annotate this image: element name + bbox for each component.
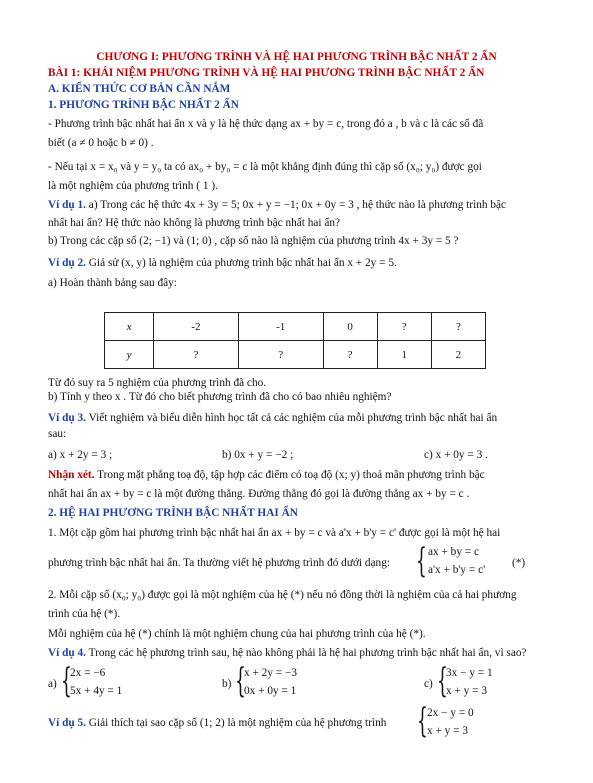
- example-1-label: Ví dụ 1.: [48, 199, 86, 211]
- example-1-line-3: b) Trong các cặp số (2; −1) và (1; 0) , cặp số nào là nghiệm của phương trình 4x + 3y = 5 ?: [48, 235, 459, 247]
- example-3-label: Ví dụ 3.: [48, 412, 86, 424]
- remark-line-2: nhất hai ẩn ax + by = c là một đường thẳng. Đường thẳng đó gọi là đường thẳng ax + by = c .: [48, 488, 470, 500]
- definition-line-2: biết (a ≠ 0 hoặc b ≠ 0) .: [48, 137, 154, 149]
- example-2-text: Giả sử (x, y) là nghiệm của phương trình bậc nhất hai ẩn x + 2y = 5.: [85, 257, 397, 269]
- example-5-line: [48, 716, 386, 730]
- example-4-c-eq-1: 3x − y = 1: [446, 667, 493, 679]
- table-cell: x: [105, 313, 154, 341]
- example-5-text: Giải thích tại sao cặp số (1; 2) là một nghiệm của hệ phương trình: [85, 717, 387, 729]
- remark-label: Nhận xét.: [48, 469, 95, 481]
- brace-symbol: {: [416, 541, 427, 581]
- part2-p1-line-1: 1. Một cặp gồm hai phương trình bậc nhất hai ẩn ax + by = c và a'x + b'y = c' được gọi là một hệ hai: [48, 527, 501, 539]
- example-2-line-1: [48, 256, 397, 270]
- example-5-eq-2: x + y = 3: [427, 725, 468, 737]
- example-4-text: Trong các hệ phương trình sau, hệ nào không phải là hệ hai phương trình bậc nhất hai ẩn, vì sao?: [85, 647, 527, 659]
- brace-symbol: {: [417, 701, 428, 741]
- remark-line-1: [48, 468, 485, 482]
- table-row: [105, 341, 486, 369]
- solution-line-2: là một nghiệm của phương trình ( 1 ).: [48, 180, 218, 192]
- table-cell: -1: [238, 313, 323, 341]
- example-1-line-2: nhất hai ẩn? Hệ thức nào không là phương trình bậc nhất hai ẩn?: [48, 217, 341, 229]
- table-cell: 0: [323, 313, 377, 341]
- remark-text: Trong mặt phẳng toạ độ, tập hợp các điểm có toạ độ (x; y) thoả mãn phương trình bậc: [94, 469, 485, 481]
- section-a-heading: A. KIẾN THỨC CƠ BẢN CẦN NẮM: [48, 83, 231, 95]
- example-3-text: Viết nghiệm và biểu diễn hình học tất cả các nghiệm của mỗi phương trình bậc nhất hai ẩn: [85, 412, 498, 424]
- example-3-c: c) x + 0y = 3 .: [424, 449, 488, 461]
- part2-p3-line: Mỗi nghiệm của hệ (*) chính là một nghiệm chung của hai phương trình của hệ (*).: [48, 628, 426, 640]
- example-4-b-eq-2: 0x + 0y = 1: [244, 685, 297, 697]
- brace-symbol: {: [235, 661, 246, 701]
- after-table-line-2: b) Tính y theo x . Từ đó cho biết phương trình đã cho có bao nhiêu nghiệm?: [48, 391, 392, 403]
- after-table-line-1: Từ đó suy ra 5 nghiệm của phương trình đã cho.: [48, 377, 267, 389]
- table-cell: ?: [431, 313, 485, 341]
- example-4-b-eq-1: x + 2y = −3: [244, 667, 298, 679]
- example-5-eq-1: 2x − y = 0: [427, 707, 474, 719]
- table-cell: ?: [323, 341, 377, 369]
- part2-p1-line-2: phương trình bậc nhất hai ẩn. Ta thường viết hệ phương trình đó dưới dạng:: [48, 557, 390, 569]
- example-4-a-label: a): [48, 678, 57, 690]
- example-3-a: a) x + 2y = 3 ;: [48, 449, 113, 461]
- table-cell: y: [105, 341, 154, 369]
- brace-symbol: {: [437, 661, 448, 701]
- example-4-c-label: c): [424, 678, 433, 690]
- system-star-eq-2: a'x + b'y = c': [428, 564, 486, 576]
- part2-p2-line-1: 2. Mỗi cặp số (x₀; y₀) được gọi là một nghiệm của hệ (*) nếu nó đồng thời là nghiệm của cả hai phương: [48, 589, 517, 601]
- table-row: [105, 313, 486, 341]
- example-1-line-1: [48, 198, 506, 212]
- section-1-heading: 1. PHƯƠNG TRÌNH BẬC NHẤT 2 ẨN: [48, 99, 239, 111]
- value-table: [104, 312, 486, 369]
- example-3-b: b) 0x + y = −2 ;: [222, 449, 294, 461]
- example-4-label: Ví dụ 4.: [48, 647, 86, 659]
- example-3-line-2: sau:: [48, 428, 67, 440]
- example-4-line: [48, 646, 527, 660]
- example-4-b-label: b): [222, 678, 232, 690]
- table-cell: 2: [431, 341, 485, 369]
- example-2-label: Ví dụ 2.: [48, 257, 86, 269]
- table-cell: -2: [154, 313, 239, 341]
- example-5-label: Ví dụ 5.: [48, 717, 86, 729]
- table-cell: 1: [377, 341, 431, 369]
- table-cell: ?: [238, 341, 323, 369]
- definition-line-1: - Phương trình bậc nhất hai ẩn x và y là hệ thức dạng ax + by = c, trong đó a , b và c là các số đã: [48, 118, 484, 130]
- section-2-heading: 2. HỆ HAI PHƯƠNG TRÌNH BẬC NHẤT HAI ẨN: [48, 507, 298, 519]
- example-4-c-eq-2: x + y = 3: [446, 685, 487, 697]
- example-4-a-eq-2: 5x + 4y = 1: [70, 685, 123, 697]
- example-3-line-1: [48, 411, 497, 425]
- example-1-text: a) Trong các hệ thức 4x + 3y = 5; 0x + y = −1; 0x + 0y = 3 , hệ thức nào là phương trình bậc: [85, 199, 507, 211]
- table-cell: ?: [377, 313, 431, 341]
- lesson-title: BÀI 1: KHÁI NIỆM PHƯƠNG TRÌNH VÀ HỆ HAI PHƯƠNG TRÌNH BẬC NHẤT 2 ẨN: [48, 67, 485, 79]
- solution-line-1: - Nếu tại x = x₀ và y = y₀ ta có ax₀ + by₀ = c là một khẳng định đúng thì cặp số (x₀; y₀) được gọi: [48, 161, 482, 173]
- example-2-line-2: a) Hoàn thành bảng sau đây:: [48, 277, 177, 289]
- system-star-eq-1: ax + by = c: [428, 546, 480, 558]
- chapter-title: CHƯƠNG I: PHƯƠNG TRÌNH VÀ HỆ HAI PHƯƠNG TRÌNH BẬC NHẤT 2 ẨN: [96, 51, 497, 63]
- star-marker: (*): [512, 557, 526, 569]
- part2-p2-line-2: trình của hệ (*).: [48, 608, 121, 620]
- brace-symbol: {: [61, 661, 72, 701]
- table-cell: ?: [154, 341, 239, 369]
- example-4-a-eq-1: 2x = −6: [70, 667, 106, 679]
